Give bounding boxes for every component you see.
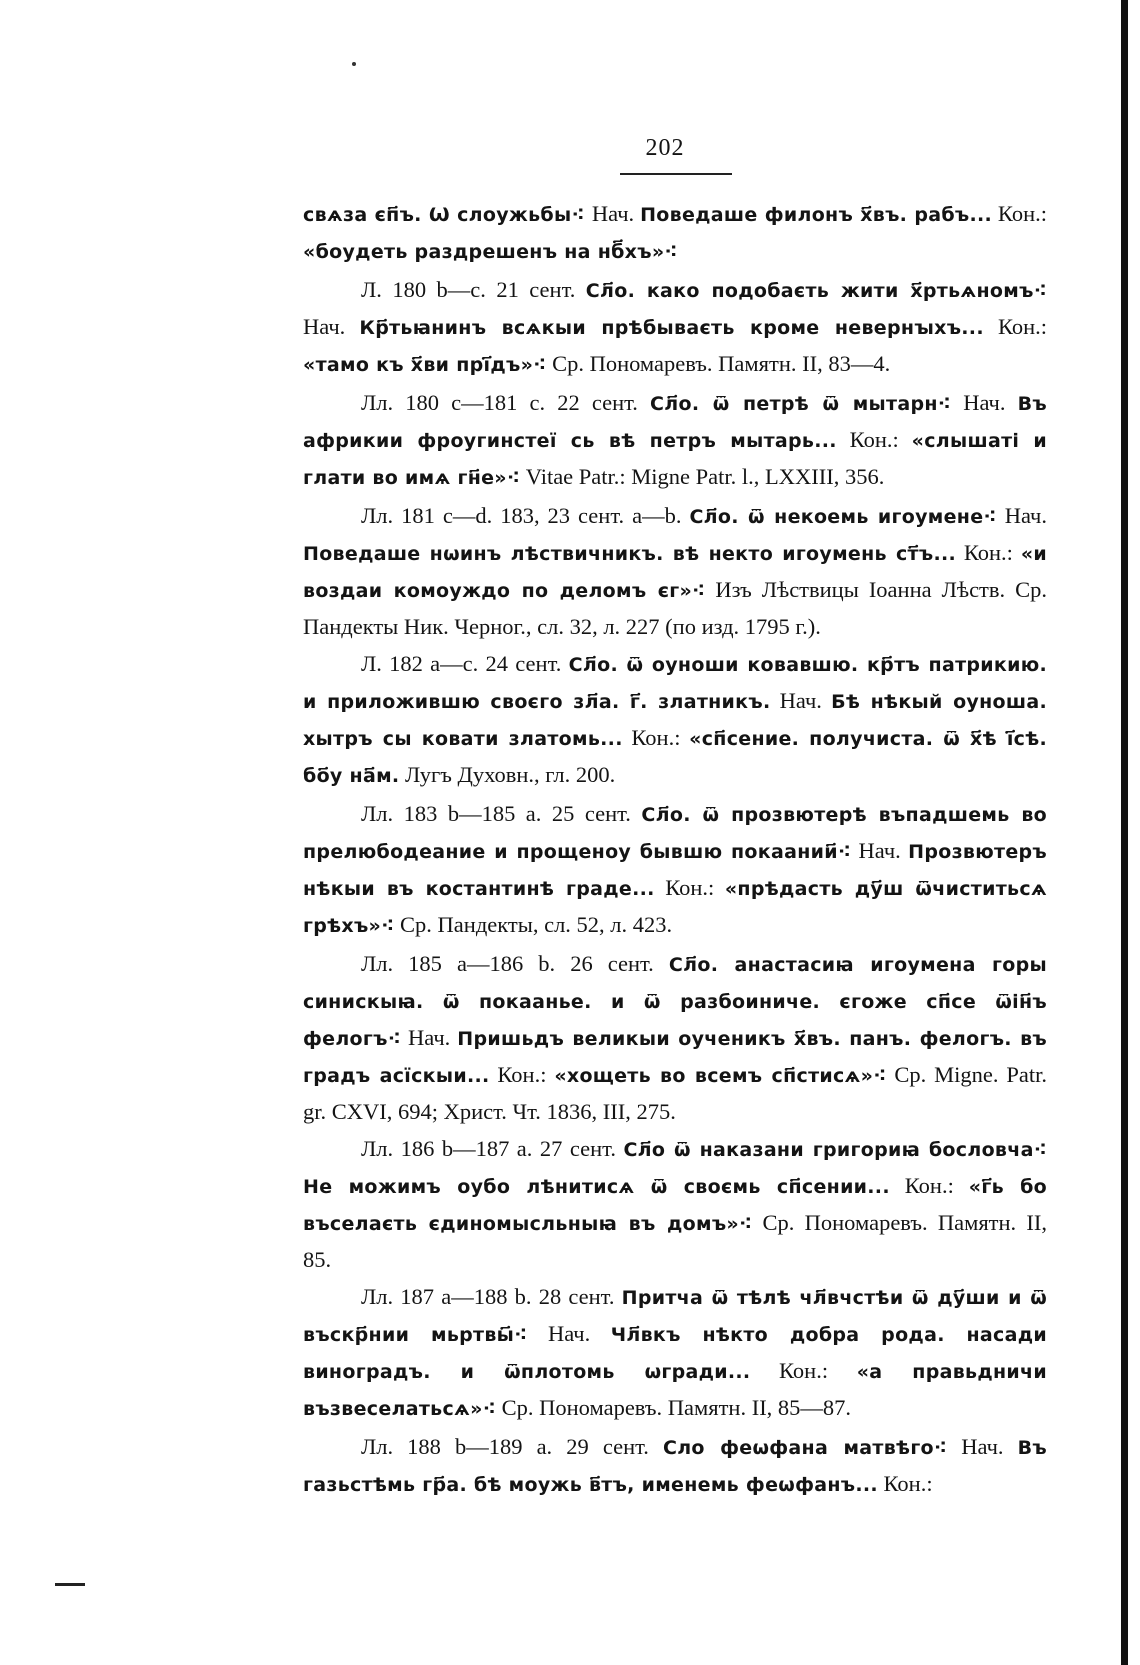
entry-text: Нач.	[401, 1025, 458, 1050]
church-slavonic-text: Поведаше филонъ х҃въ. рабъ...	[640, 204, 993, 226]
entry-text: Нач.	[303, 314, 360, 339]
entry-text: Ср. Пономаревъ. Памятн. II, 83—4.	[546, 351, 891, 376]
catalog-entry	[303, 646, 1047, 794]
catalog-entry	[303, 385, 1047, 496]
church-slavonic-text: Притча ѿ тѣлѣ чл҃вчстѣи ѿ ду҃ши и ѿ въскр҃нии мьртвы҃⁖	[303, 1287, 1048, 1346]
entry-text: Лл. 180 c—181 c. 22 сент.	[361, 390, 651, 415]
body-text	[303, 196, 1047, 1505]
catalog-entry	[303, 946, 1047, 1129]
church-slavonic-text: Сл҃о. анастасиꙗ игоумена горы синискыꙗ. ѿ покаанье. и ѿ разбоиниче. єгоже сп҃се ѿін҃ъ фелогъ⁖	[303, 954, 1048, 1050]
page-number-rule	[620, 173, 732, 175]
church-slavonic-text: «сп҃сение. получиста. ѿ х҃ѣ і҃сѣ. бо҃у на҃м.	[303, 728, 1047, 787]
entry-text: Кон.:	[489, 1062, 555, 1087]
page-edge-shadow	[1121, 0, 1128, 1665]
church-slavonic-text: Сл҃о. ѿ прозвютерѣ въпадшемь во прелюбодеание и прощеноу бывшю покаании҃⁖	[303, 804, 1047, 863]
entry-text: Кон.:	[750, 1358, 857, 1383]
speck	[352, 62, 356, 66]
entry-text: Лугъ Духовн., гл. 200.	[399, 762, 616, 787]
catalog-entry	[303, 196, 1047, 270]
church-slavonic-text: Сл҃о. ѿ некоемь игоумене⁖	[689, 506, 997, 528]
church-slavonic-text: «г҃ь бо въселаєть єдиномысльныꙗ въ домъ»⁖	[303, 1176, 1048, 1235]
entry-text: Кон.:	[992, 201, 1047, 226]
entry-text: Нач.	[851, 838, 909, 863]
church-slavonic-text: Сл҃о. ѿ оуноши ковавшю. кр҃тъ патрикию. и приложившю своєго зл҃а. г҃. златникъ.	[303, 654, 1047, 713]
church-slavonic-text: «прѣдасть ду҃ш ѿчиститьсѧ грѣхъ»⁖	[303, 878, 1047, 937]
page-number: 202	[645, 135, 685, 161]
entry-text: Нач.	[527, 1321, 611, 1346]
church-slavonic-text: Сл҃о. ѿ петрѣ ѿ мытарн⁖	[650, 393, 952, 415]
catalog-entry	[303, 1279, 1047, 1427]
church-slavonic-text: Бѣ нѣкый оуноша. хытръ сы ковати златомь...	[303, 691, 1048, 750]
entry-text: Кон.:	[654, 875, 725, 900]
entry-text: Vitae Patr.: Migne Patr. l., LXXIII, 356.	[520, 464, 885, 489]
entry-text: Л. 182 a—c. 24 сент.	[361, 651, 569, 676]
church-slavonic-text: Сл҃о. како подобаєть жити х҃ртьѧномъ⁖	[585, 280, 1047, 302]
church-slavonic-text: Кр҃тьꙗнинъ всѧкыи прѣбываєть кроме невернꙑхъ...	[359, 317, 984, 339]
catalog-entry	[303, 498, 1047, 644]
church-slavonic-text: «боудеть раздрешенъ на нб҃хъ»⁖	[303, 241, 678, 263]
entry-text: Кон.:	[889, 1173, 969, 1198]
entry-text: Нач.	[951, 390, 1018, 415]
church-slavonic-text: «тамо къ х҃ви прі҃дъ»⁖	[303, 354, 547, 376]
entry-text: Ср. Пономаревъ. Памятн. II, 85.	[303, 1210, 1047, 1272]
entry-text: Л. 180 b—c. 21 сент.	[361, 277, 586, 302]
entry-text: Лл. 186 b—187 a. 27 сент.	[361, 1136, 624, 1161]
entry-text: Кон.:	[956, 540, 1021, 565]
entry-text: Лл. 187 a—188 b. 28 сент.	[361, 1284, 622, 1309]
entry-text: Нач.	[770, 688, 832, 713]
entry-text: Ср. Пандекты, сл. 52, л. 423.	[394, 912, 673, 937]
church-slavonic-text: «слышаті и глати во имѧ гн҃е»⁖	[303, 430, 1047, 489]
church-slavonic-text: «и воздаи комоуждо по деломъ єг»⁖	[303, 543, 1047, 602]
entry-text: Лл. 185 a—186 b. 26 сент.	[361, 951, 669, 976]
church-slavonic-text: Пришьдъ великыи оученикъ х҃въ. панъ. фелогъ. въ градъ асїскыи...	[303, 1028, 1047, 1087]
catalog-entry	[303, 272, 1047, 383]
entry-text: Лл. 188 b—189 a. 29 сент.	[361, 1434, 663, 1459]
entry-text: Лл. 183 b—185 a. 25 сент.	[361, 801, 642, 826]
entry-text: Лл. 181 c—d. 183, 23 сент. a—b.	[361, 503, 690, 528]
entry-text: Изъ Лѣствицы Іоанна Лѣств. Ср. Пандекты Ник. Черног., сл. 32, л. 227 (по изд. 1795 г.).	[303, 577, 1048, 639]
entry-text: Кон.:	[622, 725, 690, 750]
catalog-entry	[303, 1429, 1047, 1503]
margin-mark	[55, 1583, 85, 1586]
catalog-entry	[303, 1131, 1047, 1277]
church-slavonic-text: Сло феѡфана матвѣго⁖	[662, 1437, 948, 1459]
catalog-entry	[303, 796, 1047, 944]
church-slavonic-text: Сл҃о ѿ наказани григориꙗ бословча⁖ Не можимъ оубо лѣнитисѧ ѿ своємь сп҃сении...	[303, 1139, 1047, 1198]
entry-text: Ср. Migne. Patr. gr. CXVI, 694; Христ. Чт. 1836, III, 275.	[303, 1062, 1047, 1124]
church-slavonic-text: «хощеть во всемъ сп҃стисѧ»⁖	[554, 1065, 887, 1087]
church-slavonic-text: Въ африкии фроугинстеї сь вѣ петръ мытарь...	[303, 393, 1047, 452]
church-slavonic-text: свѧза єп҃ъ. Ѡ слоужьбы⁖	[303, 204, 592, 226]
entry-text: Нач.	[996, 503, 1047, 528]
church-slavonic-text: «а правьдничи възвеселатьсѧ»⁖	[303, 1361, 1047, 1420]
church-slavonic-text: Чл҃вкъ нѣкто добра рода. насади виноградъ. и ѿплотомь ѡгради...	[303, 1324, 1047, 1383]
entry-text: Ср. Пономаревъ. Памятн. II, 85—87.	[496, 1395, 852, 1420]
entry-text: Кон.:	[877, 1471, 933, 1496]
church-slavonic-text: Поведаше нѡинъ лѣствичникъ. вѣ некто игоумень ст҃ъ...	[303, 543, 957, 565]
entry-text: Кон.:	[836, 427, 912, 452]
entry-text: Нач.	[947, 1434, 1018, 1459]
church-slavonic-text: Прозвютеръ нѣкыи въ костантинѣ граде...	[303, 841, 1047, 900]
church-slavonic-text: Въ газьстѣмь гр҃а. бѣ моужь в҃тъ, именемь феѡфанъ...	[303, 1437, 1047, 1496]
entry-text: Нач.	[591, 201, 641, 226]
entry-text: Кон.:	[983, 314, 1047, 339]
